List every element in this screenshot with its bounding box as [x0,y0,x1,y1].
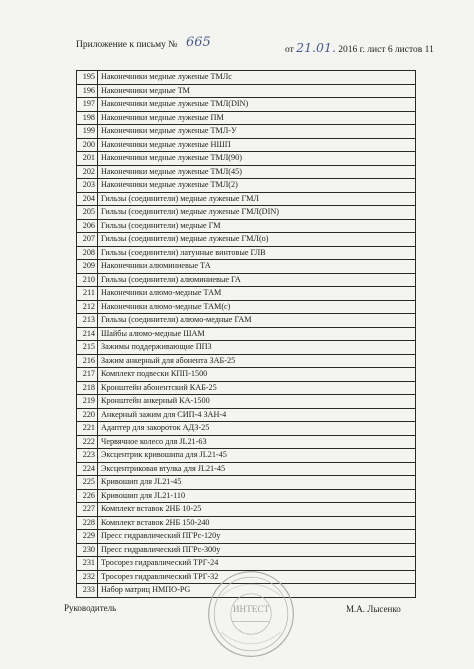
date-line [285,40,434,55]
document-header [76,35,434,55]
items-table-body [77,71,416,598]
table-row [77,246,416,260]
position-title: Руководитель [64,603,117,613]
table-row [77,233,416,247]
row-number: 222 [77,435,98,449]
svg-text:ИНТЕСТ: ИНТЕСТ [232,604,270,615]
row-number: 226 [77,489,98,503]
table-row [77,341,416,355]
row-number: 231 [77,557,98,571]
row-number: 211 [77,287,98,301]
attachment-caption: Приложение к письму № [76,40,178,50]
row-number: 196 [77,84,98,98]
row-number: 210 [77,273,98,287]
row-number: 214 [77,327,98,341]
item-name: Наконечники алюминиевые ТА [98,260,416,274]
table-row [77,408,416,422]
row-number: 202 [77,165,98,179]
table-row [77,476,416,490]
table-row [77,449,416,463]
row-number: 195 [77,71,98,85]
item-name: Комплект вставок 2НБ 10-25 [98,503,416,517]
item-name: Кронштейн анкерный КА-1500 [98,395,416,409]
row-number: 208 [77,246,98,260]
table-row [77,287,416,301]
row-number: 217 [77,368,98,382]
item-name: Кривошип для JL21-110 [98,489,416,503]
signatory-name: М.А. Лысенко [346,604,401,614]
table-row [77,165,416,179]
row-number: 204 [77,192,98,206]
items-table [76,70,416,598]
date-handwritten: 21.01. [296,40,336,55]
item-name: Наконечники медные луженые ТМЛ-У [98,125,416,139]
table-row [77,179,416,193]
date-prefix: от [285,45,294,55]
row-number: 205 [77,206,98,220]
row-number: 206 [77,219,98,233]
row-number: 213 [77,314,98,328]
item-name: Наконечники алюмо-медные ТАМ(с) [98,300,416,314]
table-row [77,381,416,395]
table-row [77,152,416,166]
item-name: Анкерный зажим для СИП-4 ЗАН-4 [98,408,416,422]
row-number: 223 [77,449,98,463]
row-number: 203 [77,179,98,193]
row-number: 216 [77,354,98,368]
item-name: Кривошип для JL21-45 [98,476,416,490]
row-number: 201 [77,152,98,166]
item-name: Гильзы (соединители) медные ГМ [98,219,416,233]
item-name: Пресс гидравлический ПГРс-120у [98,530,416,544]
item-name: Наконечники медные луженые ПМ [98,111,416,125]
item-name: Эксцентрик кривошипа для JL21-45 [98,449,416,463]
table-row [77,219,416,233]
row-number: 229 [77,530,98,544]
row-number: 221 [77,422,98,436]
row-number: 220 [77,408,98,422]
item-name: Гильзы (соединители) медные луженые ГМЛ [98,192,416,206]
row-number: 199 [77,125,98,139]
table-row [77,489,416,503]
item-name: Наконечники медные луженые ТМЛ(90) [98,152,416,166]
row-number: 218 [77,381,98,395]
row-number: 219 [77,395,98,409]
row-number: 227 [77,503,98,517]
item-name: Гильзы (соединители) медные луженые ГМЛ(DIN) [98,206,416,220]
item-name: Наконечники медные луженые ТМЛ(2) [98,179,416,193]
row-number: 233 [77,584,98,598]
item-name: Гильзы (соединители) медные луженые ГМЛ(о) [98,233,416,247]
row-number: 230 [77,543,98,557]
table-row [77,368,416,382]
row-number: 215 [77,341,98,355]
table-row [77,98,416,112]
row-number: 224 [77,462,98,476]
row-number: 200 [77,138,98,152]
item-name: Тросорез гидравлический ТРГ-24 [98,557,416,571]
table-row [77,206,416,220]
item-name: Зажим анкерный для абонента ЗАБ-25 [98,354,416,368]
row-number: 198 [77,111,98,125]
item-name: Эксцентриковая втулка для JL21-45 [98,462,416,476]
table-row [77,395,416,409]
table-row [77,125,416,139]
table-row [77,530,416,544]
item-name: Комплект подвески КПП-1500 [98,368,416,382]
table-row [77,111,416,125]
table-row [77,503,416,517]
item-name: Зажимы поддерживающие ПП3 [98,341,416,355]
table-row [77,543,416,557]
item-name: Гильзы (соединители) алюмо-медные ГАМ [98,314,416,328]
table-row [77,354,416,368]
item-name: Наконечники медные луженые НШП [98,138,416,152]
row-number: 209 [77,260,98,274]
item-name: Набор матриц НМПО-PG [98,584,416,598]
table-row [77,84,416,98]
item-name: Наконечники медные луженые ТМЛ(DIN) [98,98,416,112]
row-number: 225 [77,476,98,490]
table-row [77,314,416,328]
item-name: Шайбы алюмо-медные ШАМ [98,327,416,341]
item-name: Комплект вставок 2НБ 150-240 [98,516,416,530]
table-row [77,462,416,476]
table-row [77,300,416,314]
item-name: Наконечники медные ТМ [98,84,416,98]
item-name: Наконечники медные луженые ТМЛ(45) [98,165,416,179]
table-row [77,422,416,436]
table-row [77,260,416,274]
table-row [77,516,416,530]
row-number: 228 [77,516,98,530]
row-number: 232 [77,570,98,584]
table-row [77,192,416,206]
item-name: Червячное колесо для JL21-63 [98,435,416,449]
letter-number-handwritten: 665 [186,35,211,50]
table-row [77,273,416,287]
item-name: Тросорез гидравлический ТРГ-32 [98,570,416,584]
item-name: Пресс гидравлический ПГРс-300у [98,543,416,557]
item-name: Кронштейн абонентский КАБ-25 [98,381,416,395]
table-row [77,71,416,85]
table-row [77,327,416,341]
row-number: 207 [77,233,98,247]
table-row [77,435,416,449]
item-name: Наконечники медные луженые ТМЛс [98,71,416,85]
row-number: 197 [77,98,98,112]
item-name: Наконечники алюмо-медные ТАМ [98,287,416,301]
item-name: Адаптер для закороток АДЗ-25 [98,422,416,436]
item-name: Гильзы (соединители) алюминиевые ГА [98,273,416,287]
table-row [77,138,416,152]
item-name: Гильзы (соединители) латунные винтовые ГЛВ [98,246,416,260]
date-suffix: 2016 г. лист 6 листов 11 [338,45,434,55]
round-seal-stamp [205,568,297,660]
row-number: 212 [77,300,98,314]
